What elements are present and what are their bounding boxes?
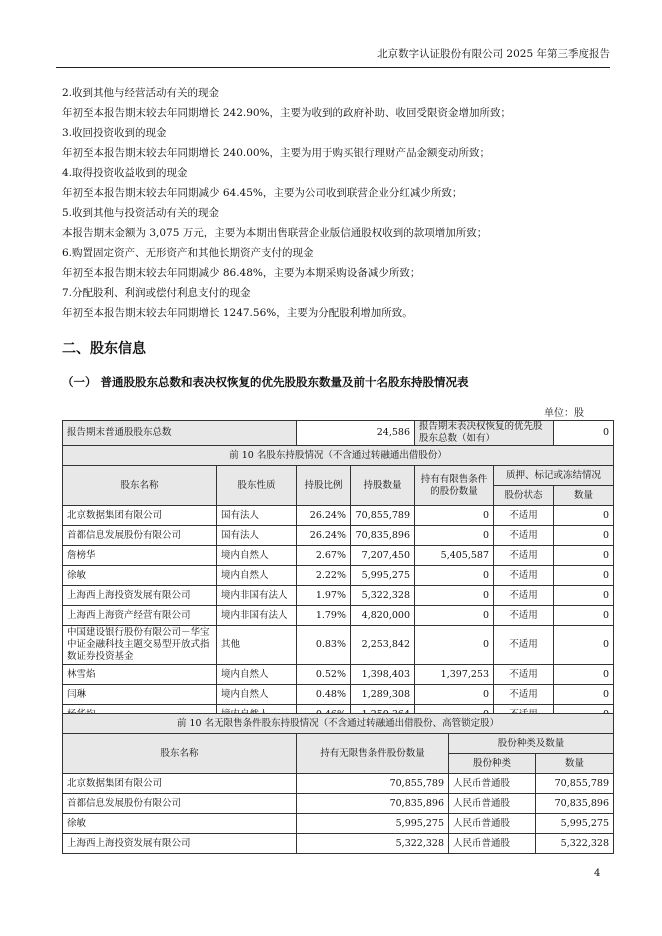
u-cell-amount: 70,835,896 (536, 794, 614, 814)
paragraph: 4.取得投资收益收到的现金 (62, 167, 188, 179)
top10-title: 前 10 名股东持股情况（不含通过转融通出借股份） (63, 446, 614, 466)
section-title: 二、股东信息 (62, 341, 146, 357)
paragraph: 6.购置固定资产、无形资产和其他长期资产支付的现金 (62, 247, 314, 259)
table-row (63, 566, 614, 586)
cell-restricted: 0 (415, 626, 494, 665)
u-cell-kind: 人民币普通股 (449, 774, 536, 794)
table-row (63, 774, 614, 794)
unrestricted-shareholder-table (62, 713, 614, 854)
table-row (63, 546, 614, 566)
cell-ratio: 0.52% (297, 665, 351, 685)
cell-ratio: 0.83% (297, 626, 351, 665)
paragraph: 年初至本报告期末较去年同期增长 242.90%，主要为收到的政府补助、收回受限资金增加所致； (62, 107, 512, 119)
cell-qty: 7,207,450 (351, 546, 415, 566)
cell-nature: 国有法人 (217, 526, 297, 546)
unit-label: 单位：股 (544, 408, 584, 419)
u-cell-name: 北京数据集团有限公司 (63, 774, 297, 794)
paragraph: 5.收到其他与投资活动有关的现金 (62, 207, 220, 219)
cell-nature: 境内自然人 (217, 685, 297, 705)
cell-status: 不适用 (494, 586, 554, 606)
table-header-row (63, 466, 614, 486)
cell-status: 不适用 (494, 606, 554, 626)
u-col-header-name: 股东名称 (63, 734, 297, 774)
cell-name: 徐敏 (63, 566, 217, 586)
col-header-name: 股东名称 (63, 466, 217, 506)
cell-nature: 国有法人 (217, 506, 297, 526)
cell-restricted: 0 (415, 526, 494, 546)
u-cell-qty: 70,855,789 (297, 774, 449, 794)
cell-qty: 5,322,328 (351, 586, 415, 606)
preferred-shareholders-label: 报告期末表决权恢复的优先股股东总数（如有） (415, 421, 554, 446)
col-header-qty: 持股数量 (351, 466, 415, 506)
cell-restricted: 0 (415, 685, 494, 705)
cell-name: 詹榜华 (63, 546, 217, 566)
u-cell-qty: 5,322,328 (297, 834, 449, 854)
cell-pledge-qty: 0 (554, 566, 614, 586)
col-header-pledge-qty: 数量 (554, 486, 614, 506)
cell-name: 首都信息发展股份有限公司 (63, 526, 217, 546)
cell-pledge-qty: 0 (554, 685, 614, 705)
table-row (63, 446, 614, 466)
table-row (63, 606, 614, 626)
u-cell-kind: 人民币普通股 (449, 794, 536, 814)
preferred-shareholders-value: 0 (554, 421, 614, 446)
u-cell-name: 徐敏 (63, 814, 297, 834)
cell-restricted: 0 (415, 566, 494, 586)
cell-pledge-qty: 0 (554, 665, 614, 685)
cell-restricted: 5,405,587 (415, 546, 494, 566)
col-header-pledge: 质押、标记或冻结情况 (494, 466, 614, 486)
u-cell-amount: 5,322,328 (536, 834, 614, 854)
table-row (63, 421, 614, 446)
cell-qty: 2,253,842 (351, 626, 415, 665)
cell-name: 林雪焰 (63, 665, 217, 685)
cell-restricted: 0 (415, 606, 494, 626)
cell-nature: 其他 (217, 626, 297, 665)
cell-ratio: 2.22% (297, 566, 351, 586)
cell-pledge-qty: 0 (554, 526, 614, 546)
cell-qty: 1,398,403 (351, 665, 415, 685)
cell-pledge-qty: 0 (554, 586, 614, 606)
table-row (63, 794, 614, 814)
cell-ratio: 1.97% (297, 586, 351, 606)
cell-pledge-qty: 0 (554, 546, 614, 566)
table-row (63, 834, 614, 854)
u-cell-name: 首都信息发展股份有限公司 (63, 794, 297, 814)
cell-ratio: 26.24% (297, 506, 351, 526)
u-cell-kind: 人民币普通股 (449, 834, 536, 854)
cell-ratio: 2.67% (297, 546, 351, 566)
u-cell-kind: 人民币普通股 (449, 814, 536, 834)
cell-status: 不适用 (494, 626, 554, 665)
cell-status: 不适用 (494, 546, 554, 566)
cell-status: 不适用 (494, 506, 554, 526)
cell-pledge-qty: 0 (554, 626, 614, 665)
cell-ratio: 0.48% (297, 685, 351, 705)
paragraph: 7.分配股利、利润或偿付利息支付的现金 (62, 287, 251, 299)
cell-restricted: 1,397,253 (415, 665, 494, 685)
paragraph: 3.收回投资收到的现金 (62, 127, 167, 139)
cell-qty: 5,995,275 (351, 566, 415, 586)
paragraph: 2.收到其他与经营活动有关的现金 (62, 87, 220, 99)
cell-nature: 境内非国有法人 (217, 586, 297, 606)
paragraph: 年初至本报告期末较去年同期减少 64.45%，主要为公司收到联营企业分红减少所致； (62, 187, 463, 199)
shareholder-table (62, 420, 614, 725)
u-col-header-kind-group: 股份种类及数量 (449, 734, 614, 754)
cell-pledge-qty: 0 (554, 506, 614, 526)
table-row (63, 506, 614, 526)
cell-status: 不适用 (494, 665, 554, 685)
table-row (63, 814, 614, 834)
unrestricted-title: 前 10 名无限售条件股东持股情况（不含通过转融通出借股份、高管锁定股） (63, 714, 614, 734)
cell-qty: 70,855,789 (351, 506, 415, 526)
paragraph: 年初至本报告期末较去年同期减少 86.48%，主要为本期采购设备减少所致； (62, 267, 421, 279)
u-cell-qty: 70,835,896 (297, 794, 449, 814)
cell-restricted: 0 (415, 586, 494, 606)
paragraph: 年初至本报告期末较去年同期增长 1247.56%，主要为分配股利增加所致。 (62, 307, 413, 319)
table-row (63, 685, 614, 705)
page-header: 北京数字认证股份有限公司 2025 年第三季度报告 (56, 46, 610, 68)
u-cell-qty: 5,995,275 (297, 814, 449, 834)
cell-status: 不适用 (494, 685, 554, 705)
table-row (63, 665, 614, 685)
u-cell-amount: 5,995,275 (536, 814, 614, 834)
table-row (63, 586, 614, 606)
u-col-header-qty: 持有无限售条件股份数量 (297, 734, 449, 774)
cell-qty: 4,820,000 (351, 606, 415, 626)
cell-qty: 70,835,896 (351, 526, 415, 546)
col-header-ratio: 持股比例 (297, 466, 351, 506)
cell-name: 闫琳 (63, 685, 217, 705)
col-header-nature: 股东性质 (217, 466, 297, 506)
cell-status: 不适用 (494, 526, 554, 546)
table-row (63, 526, 614, 546)
cell-name: 上海西上海资产经营有限公司 (63, 606, 217, 626)
col-header-pledge-status: 股份状态 (494, 486, 554, 506)
cell-status: 不适用 (494, 566, 554, 586)
u-cell-name: 上海西上海投资发展有限公司 (63, 834, 297, 854)
cell-name: 北京数据集团有限公司 (63, 506, 217, 526)
table-row (63, 714, 614, 734)
total-shareholders-value: 24,586 (297, 421, 415, 446)
cell-nature: 境内自然人 (217, 546, 297, 566)
table-row (63, 626, 614, 665)
cell-pledge-qty: 0 (554, 606, 614, 626)
table-header-row (63, 734, 614, 754)
total-shareholders-label: 报告期末普通股股东总数 (63, 421, 297, 446)
paragraph: 年初至本报告期末较去年同期增长 240.00%，主要为用于购买银行理财产品金额变动所致； (62, 147, 491, 159)
cell-name: 中国建设银行股份有限公司－华宝中证金融科技主题交易型开放式指数证券投资基金 (63, 626, 217, 665)
cell-nature: 境内非国有法人 (217, 606, 297, 626)
cell-name: 上海西上海投资发展有限公司 (63, 586, 217, 606)
u-col-header-amount: 数量 (536, 754, 614, 774)
cell-nature: 境内自然人 (217, 665, 297, 685)
paragraph: 本报告期末金额为 3,075 万元，主要为本期出售联营企业版信通股权收到的款项增加所致； (62, 227, 488, 239)
section-subtitle: （一） 普通股股东总数和表决权恢复的优先股股东数量及前十名股东持股情况表 (62, 375, 469, 389)
cell-restricted: 0 (415, 506, 494, 526)
cell-ratio: 26.24% (297, 526, 351, 546)
cell-ratio: 1.79% (297, 606, 351, 626)
u-col-header-kind: 股份种类 (449, 754, 536, 774)
u-cell-amount: 70,855,789 (536, 774, 614, 794)
cell-nature: 境内自然人 (217, 566, 297, 586)
col-header-restricted: 持有有限售条件的股份数量 (415, 466, 494, 506)
cell-qty: 1,289,308 (351, 685, 415, 705)
page-number: 4 (594, 868, 601, 879)
